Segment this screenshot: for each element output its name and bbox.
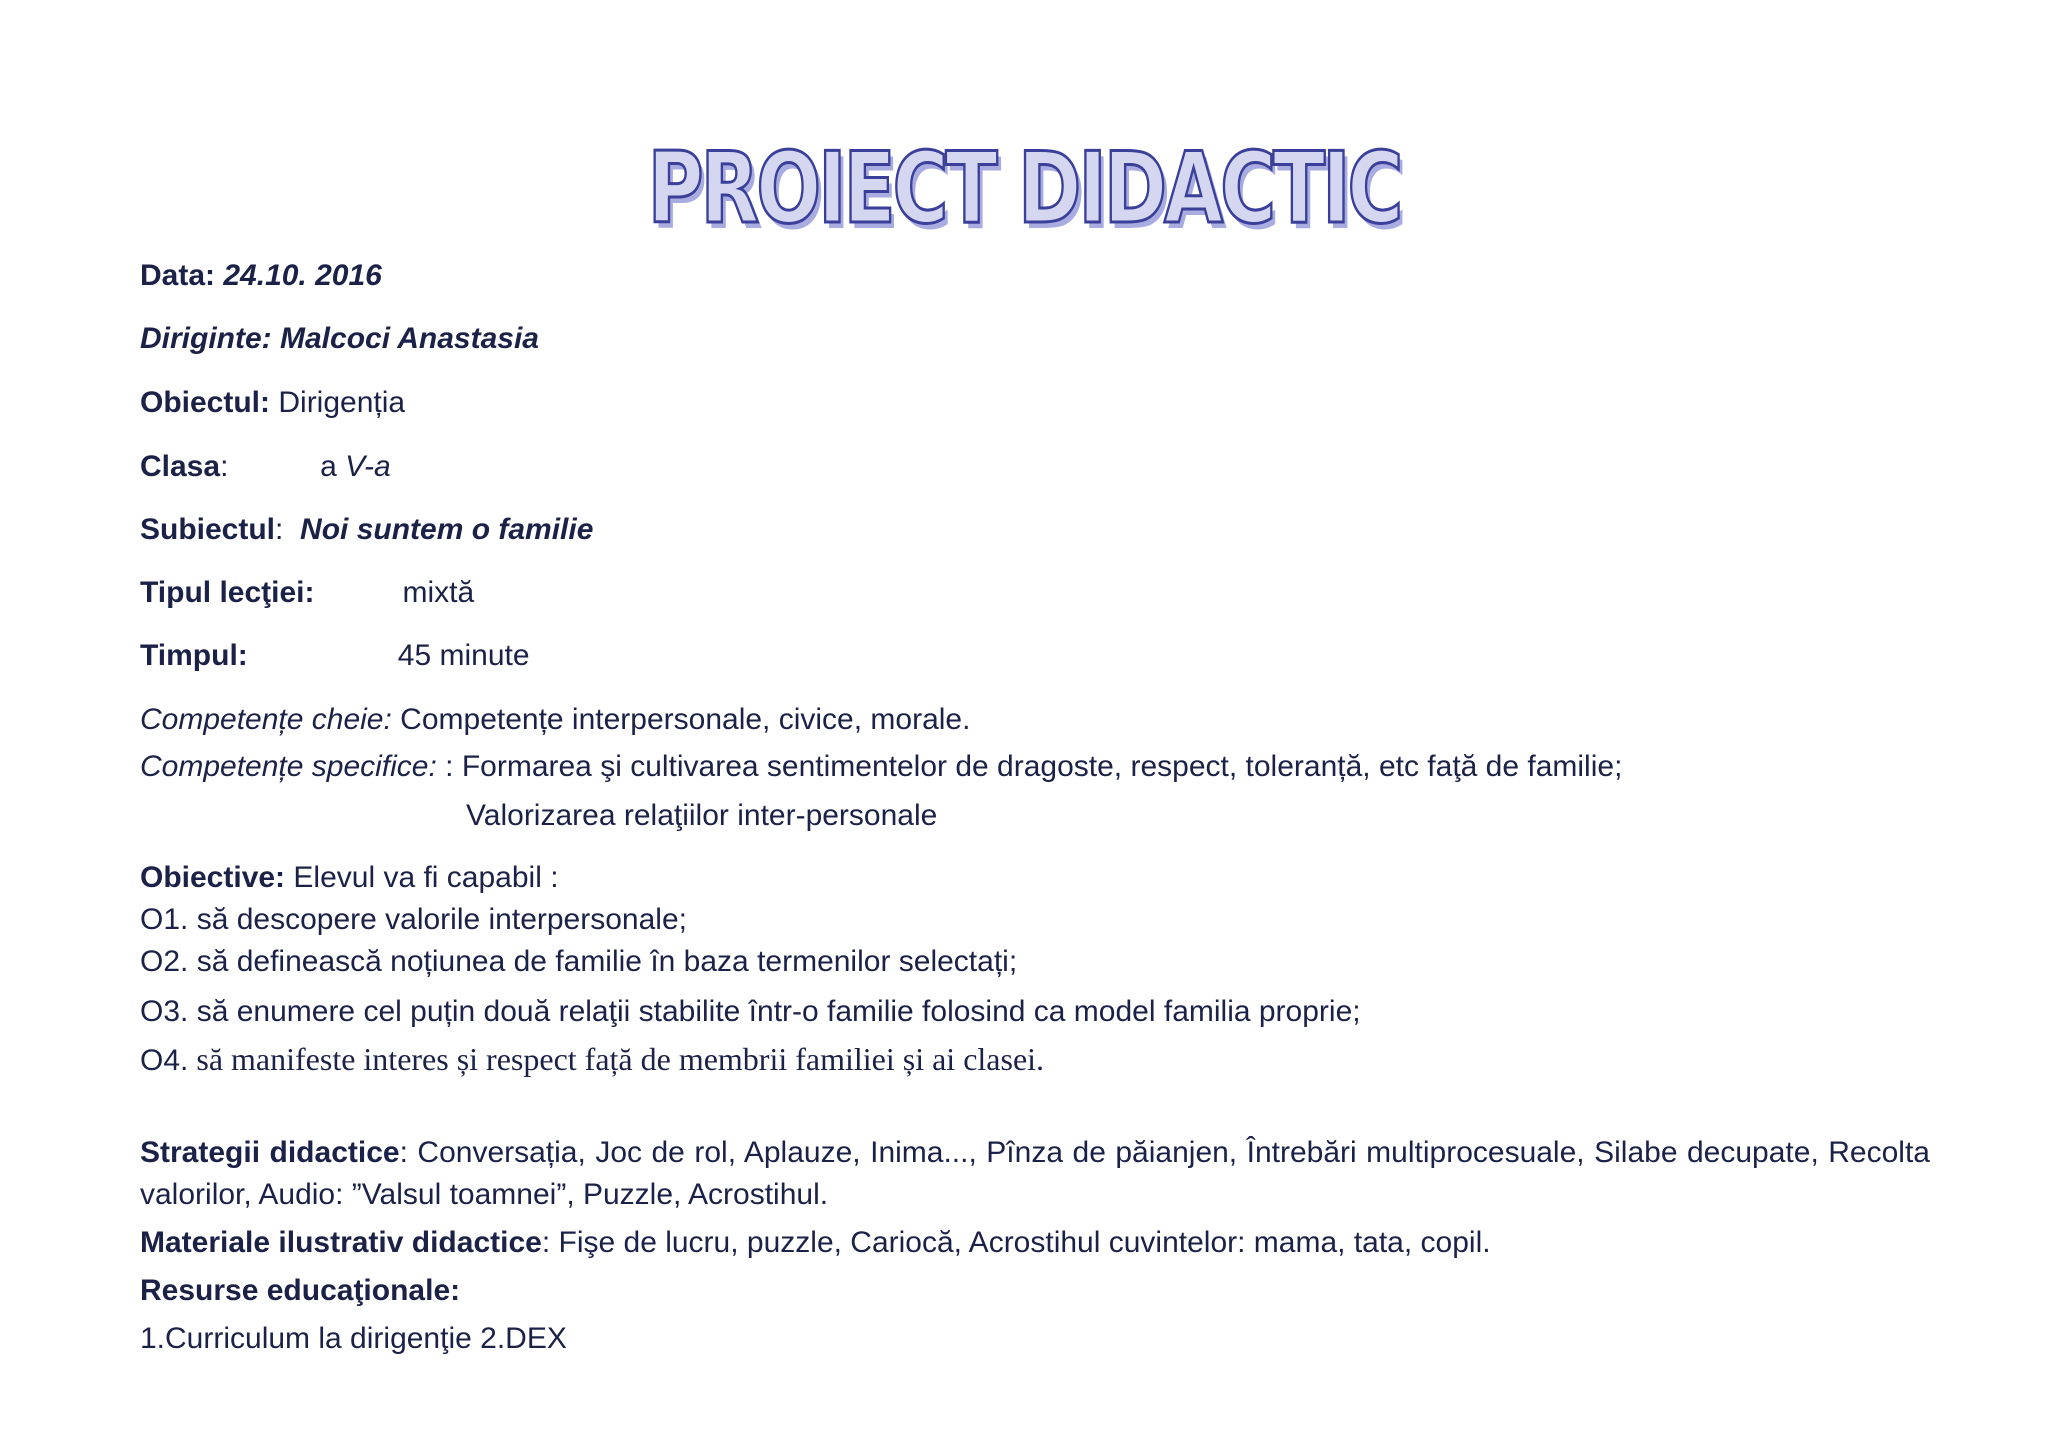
timpul-label: Timpul: xyxy=(140,639,248,672)
objective-item xyxy=(140,1041,1044,1079)
objective-item xyxy=(140,902,687,938)
obiectul-value: Dirigenția xyxy=(278,386,406,419)
objective-o2: O2. să definească noțiunea de familie în baza termenilor selectați; xyxy=(140,945,1018,978)
resurse-row xyxy=(140,1273,460,1309)
objective-o1: O1. să descopere valorile interpersonale; xyxy=(140,903,687,936)
clasa-label: Clasa xyxy=(140,450,221,483)
clasa-prefix: a xyxy=(320,450,346,483)
clasa-colon: : xyxy=(220,450,229,483)
diriginte-text: Diriginte: Malcoci Anastasia xyxy=(140,322,539,355)
competente-specifice-value-2: Valorizarea relaţiilor inter-personale xyxy=(466,799,938,832)
materiale-value: : Fişe de lucru, puzzle, Cariocă, Acrostihul cuvintelor: mama, tata, copil. xyxy=(541,1226,1491,1259)
subiectul-value: Noi suntem o familie xyxy=(300,513,594,546)
obiective-row xyxy=(140,860,559,896)
materiale-label: Materiale ilustrativ didactice xyxy=(140,1226,542,1259)
subiectul-label: Subiectul xyxy=(140,513,276,546)
materiale-row xyxy=(140,1225,1491,1261)
resurse-value-row xyxy=(140,1321,567,1357)
subiectul-colon: : xyxy=(275,513,284,546)
strategii-paragraph xyxy=(140,1132,1930,1216)
data-label: Data: xyxy=(140,259,216,292)
tipul-value: mixtă xyxy=(402,576,475,609)
competente-specifice-row xyxy=(140,749,1622,785)
obiective-intro: Elevul va fi capabil : xyxy=(285,861,559,894)
clasa-row xyxy=(140,449,391,485)
resurse-label: Resurse educaţionale: xyxy=(140,1274,461,1307)
competente-specifice-row-2 xyxy=(466,798,937,834)
competente-cheie-value: Competențe interpersonale, civice, morale. xyxy=(391,703,971,736)
competente-cheie-row xyxy=(140,702,970,738)
diriginte-row xyxy=(140,321,539,357)
objective-item xyxy=(140,994,1361,1030)
competente-specifice-label: Competențe specifice: xyxy=(140,750,437,783)
strategii-label: Strategii didactice xyxy=(140,1136,400,1169)
obiectul-row xyxy=(140,385,405,421)
resurse-value: 1.Curriculum la dirigenţie 2.DEX xyxy=(140,1322,567,1355)
competente-specifice-value-1: : Formarea şi cultivarea sentimentelor de dragoste, respect, toleranță, etc faţă de familie; xyxy=(436,750,1623,783)
timpul-row xyxy=(140,638,530,674)
objective-o4-text: să manifeste interes și respect față de membrii familiei și ai clasei. xyxy=(188,1041,1045,1077)
tipul-label: Tipul lecţiei: xyxy=(140,576,315,609)
clasa-value: V-a xyxy=(345,450,391,483)
obiective-label: Obiective: xyxy=(140,861,286,894)
obiectul-label: Obiectul: xyxy=(140,386,271,419)
page-title: PROIECT DIDACTIC xyxy=(647,132,1401,246)
tipul-row xyxy=(140,575,474,611)
timpul-value: 45 minute xyxy=(397,639,530,672)
strategii-value: : Conversația, Joc de rol, Aplauze, Inima..., Pînza de păianjen, Întrebări multiprocesuale, Silabe decupate, Recolta valorilor, Audio: ”Valsul toamnei”, Puzzle, Acrostihul. xyxy=(140,1136,1930,1211)
data-row xyxy=(140,258,382,294)
data-value: 24.10. 2016 xyxy=(223,259,382,292)
objective-o3: O3. să enumere cel puțin două relaţii stabilite într-o familie folosind ca model familia proprie; xyxy=(140,995,1361,1028)
subiectul-row xyxy=(140,512,593,548)
objective-item xyxy=(140,944,1017,980)
competente-cheie-label: Competențe cheie: xyxy=(140,703,392,736)
objective-o4-code: O4. xyxy=(140,1044,189,1077)
